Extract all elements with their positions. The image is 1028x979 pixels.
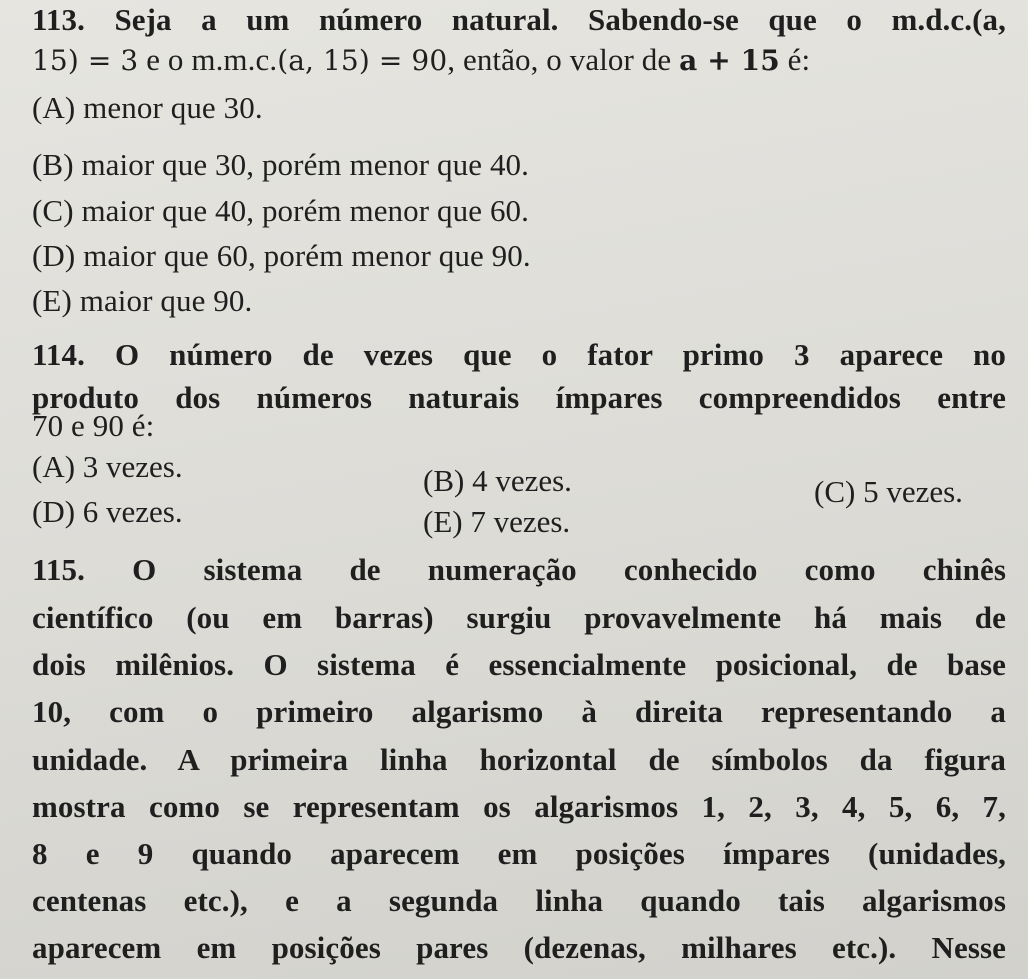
q115-text-line-1: O sistema de numeração conhecido como chinês bbox=[132, 552, 1006, 587]
q113-number: 113. bbox=[32, 2, 85, 37]
q115-text-line-4: 10, com o primeiro algarismo à direita representando a bbox=[32, 694, 1006, 729]
q114-number: 114. bbox=[32, 337, 85, 372]
q115-text-line-9: aparecem em posições pares (dezenas, milhares etc.). Nesse bbox=[32, 930, 1006, 965]
q115-text-line-8: centenas etc.), e a segunda linha quando tais algarismos bbox=[32, 883, 1006, 918]
q113-expression: a + 15 bbox=[679, 44, 780, 77]
q114-text-line-3-content: 70 e 90 é: bbox=[32, 408, 155, 443]
q115-text-line-7: 8 e 9 quando aparecem em posições ímpares (unidades, bbox=[32, 836, 1006, 871]
q115-number: 115. bbox=[32, 552, 85, 587]
q113-option-a: (A) menor que 30. bbox=[32, 90, 263, 125]
q114-option-b: (B) 4 vezes. bbox=[423, 463, 572, 498]
q115-text-line-5: unidade. A primeira linha horizontal de símbolos da figura bbox=[32, 742, 1006, 777]
q113-option-e: (E) maior que 90. bbox=[32, 283, 253, 318]
q115-text-line-3: dois milênios. O sistema é essencialmente posicional, de base bbox=[32, 647, 1006, 682]
q113-option-d: (D) maior que 60, porém menor que 90. bbox=[32, 238, 531, 273]
q113-line-1 bbox=[32, 2, 1006, 38]
q114-text-line-1: O número de vezes que o fator primo 3 aparece no bbox=[114, 337, 1007, 372]
q114-option-c: (C) 5 vezes. bbox=[814, 474, 963, 509]
q114-option-e: (E) 7 vezes. bbox=[423, 504, 571, 539]
q114-text-line-3 bbox=[32, 408, 1006, 444]
q113-line-2 bbox=[32, 42, 1006, 79]
q113-lcm-label: e o m.m.c. bbox=[146, 42, 278, 77]
q113-question-text: , então, o valor de bbox=[447, 42, 672, 77]
q113-gcd-value: 15) = 3 bbox=[32, 44, 139, 77]
q115-line-1 bbox=[32, 552, 1006, 588]
q113-option-c: (C) maior que 40, porém menor que 60. bbox=[32, 193, 529, 228]
q114-line-1 bbox=[32, 337, 1006, 373]
q113-question-end: é: bbox=[787, 42, 811, 77]
q115-text-line-2: científico (ou em barras) surgiu provavelmente há mais de bbox=[32, 600, 1006, 635]
q113-option-b: (B) maior que 30, porém menor que 40. bbox=[32, 147, 529, 182]
q114-option-a: (A) 3 vezes. bbox=[32, 449, 183, 484]
q114-option-d: (D) 6 vezes. bbox=[32, 494, 183, 529]
q114-text-line-2: produto dos números naturais ímpares compreendidos entre bbox=[32, 380, 1006, 415]
q113-lcm-value: (a, 15) = 90 bbox=[277, 44, 448, 77]
q113-text-line-1: Seja a um número natural. Sabendo-se que o m.d.c.(a, bbox=[114, 2, 1006, 37]
q115-text-line-6: mostra como se representam os algarismos 1, 2, 3, 4, 5, 6, 7, bbox=[32, 789, 1006, 824]
